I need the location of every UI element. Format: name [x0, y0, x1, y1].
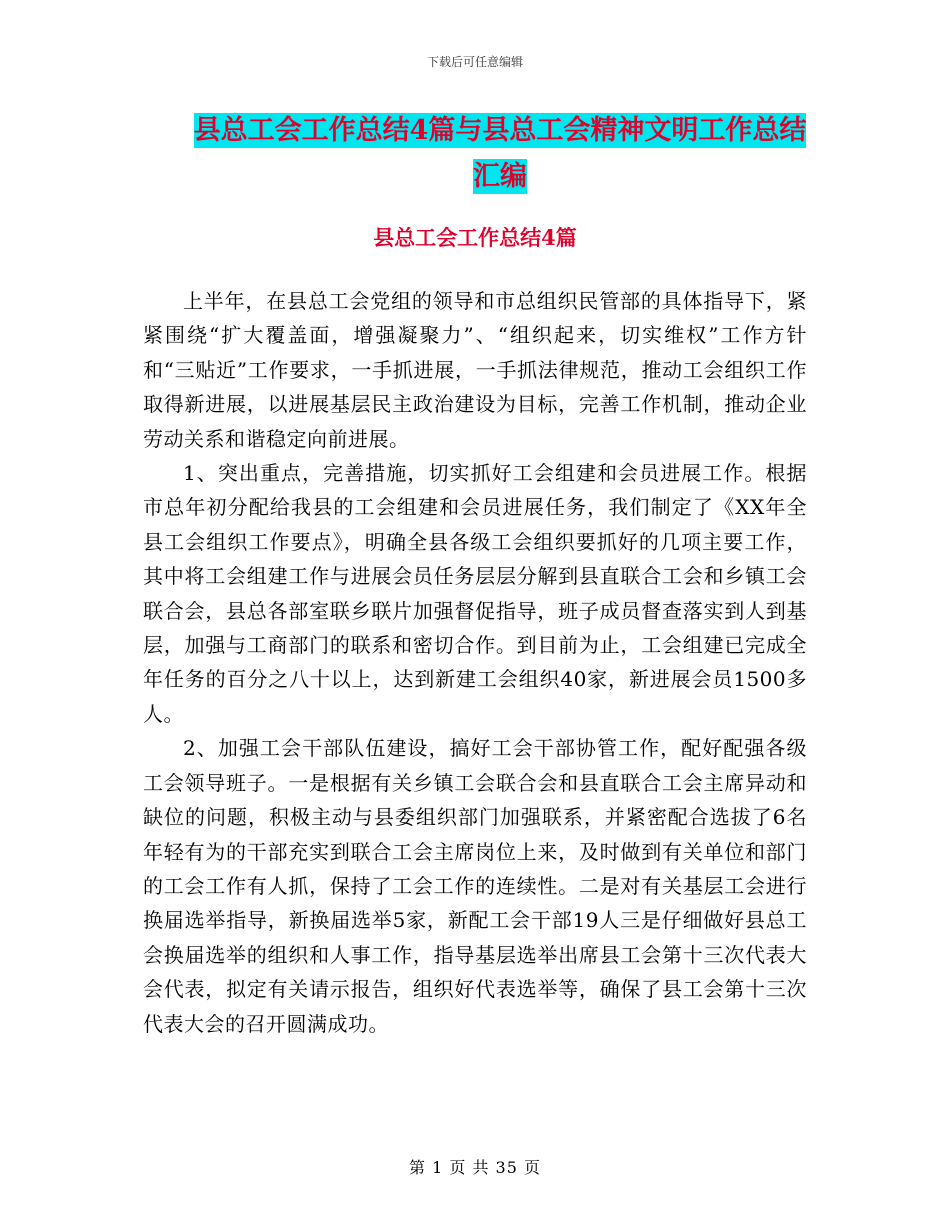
section-title: 县总工会工作总结4篇: [373, 225, 577, 250]
body-text: [143, 284, 807, 1041]
paragraph-item-2: 2、加强工会干部队伍建设，搞好工会干部协管工作，配好配强各级工会领导班子。一是根据有关乡镇工会联合会和县直联合工会主席异动和缺位的问题，积极主动与县委组织部门加强联系，并紧密配合选拔了6名年轻有为的干部充实到联合工会主席岗位上来，及时做到有关单位和部门的工会工作有人抓，保持了工会工作的连续性。二是对有关基层工会进行换届选举指导，新换届选举5家，新配工会干部19人三是仔细做好县总工会换届选举的组织和人事工作，指导基层选举出席县工会第十三次代表大会代表，拟定有关请示报告，组织好代表选举等，确保了县工会第十三次代表大会的召开圆满成功。: [143, 736, 807, 1036]
paragraph-intro: 上半年，在县总工会党组的领导和市总组织民管部的具体指导下，紧紧围绕“扩大覆盖面，增强凝聚力”、“组织起来，切实维权”工作方针和“三贴近”工作要求，一手抓进展，一手抓法律规范，推动工会组织工作取得新进展，以进展基层民主政治建设为目标，完善工作机制，推动企业劳动关系和谐稳定向前进展。: [143, 289, 807, 451]
document-title: [180, 108, 820, 200]
paragraph-item-1: 1、突出重点，完善措施，切实抓好工会组建和会员进展工作。根据市总年初分配给我县的工会组建和会员进展任务，我们制定了《XX年全县工会组织工作要点》，明确全县各级工会组织要抓好的几项主要工作，其中将工会组建工作与进展会员任务层层分解到县直联合工会和乡镇工会联合会，县总各部室联乡联片加强督促指导，班子成员督查落实到人到基层，加强与工商部门的联系和密切合作。到目前为止，工会组建已完成全年任务的百分之八十以上，达到新建工会组织40家，新进展会员1500多人。: [143, 461, 807, 726]
document-title-line-1: 县总工会工作总结4篇与县总工会精神文明工作总结: [193, 115, 807, 146]
header-note: 下载后可任意编辑: [426, 55, 523, 69]
document-title-line-2: 汇编: [473, 161, 527, 192]
page-footer: 第 1 页 共 35 页: [409, 1158, 541, 1177]
